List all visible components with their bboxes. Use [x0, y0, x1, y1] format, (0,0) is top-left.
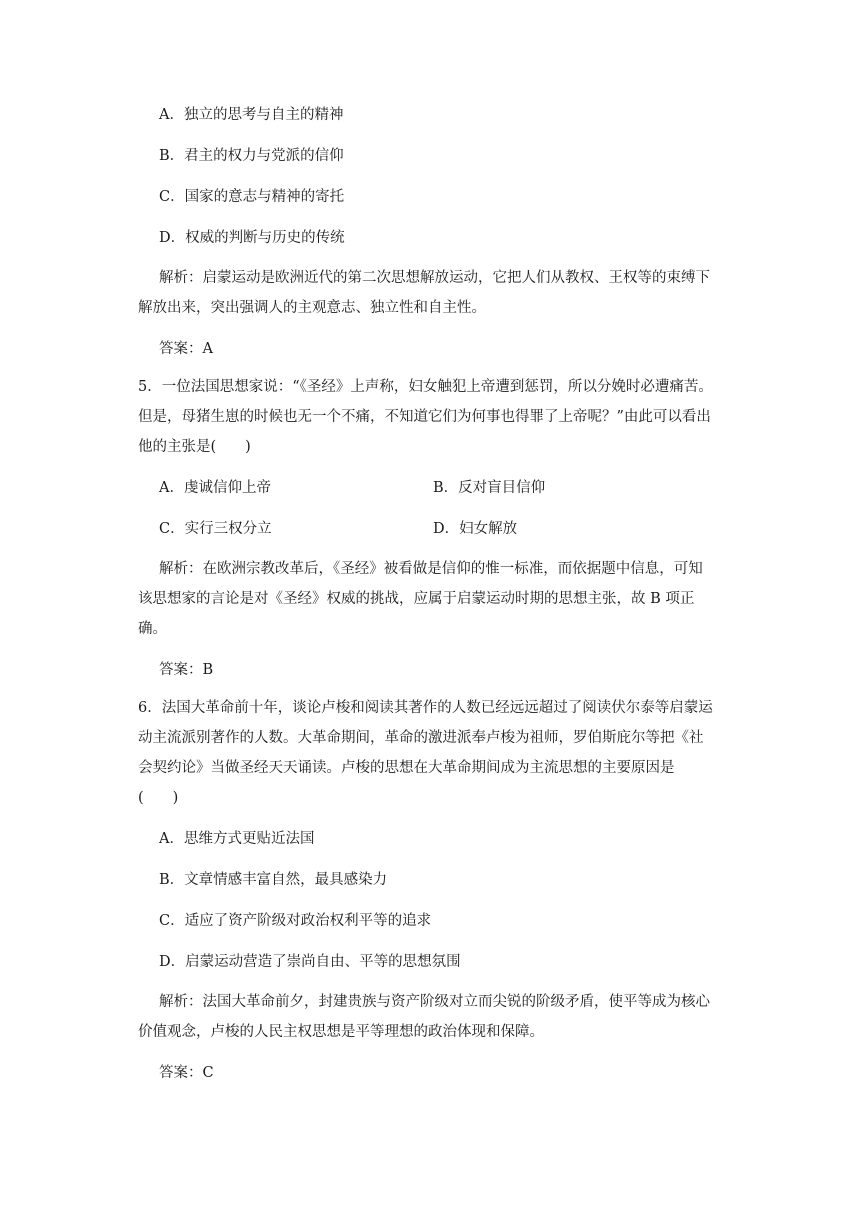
q5-option-b: B．反对盲目信仰	[433, 480, 546, 496]
q5-stem-line-2: 但是，母猪生崽的时候也无一个不痛，不知道它们为何事也得罪了上帝呢？”由此可以看出	[138, 409, 711, 425]
q6-analysis-line-2: 价值观念，卢梭的人民主权思想是平等理想的政治体现和保障。	[138, 1024, 544, 1040]
q4-option-d: D．权威的判断与历史的传统	[159, 230, 345, 246]
q5-stem-line-3: 他的主张是( )	[138, 439, 251, 455]
q6-option-a: A．思维方式更贴近法国	[159, 831, 315, 847]
q6-analysis-line-1: 解析：法国大革命前夕，封建贵族与资产阶级对立而尖锐的阶级矛盾，使平等成为核心	[159, 994, 710, 1010]
q5-option-c: C．实行三权分立	[159, 521, 272, 537]
q6-answer: 答案：C	[159, 1065, 214, 1081]
q6-option-c: C．适应了资产阶级对政治权利平等的追求	[159, 913, 432, 929]
q6-option-d: D．启蒙运动营造了崇尚自由、平等的思想氛围	[159, 954, 461, 970]
q6-stem-line-1: 6．法国大革命前十年，谈论卢梭和阅读其著作的人数已经远远超过了阅读伏尔泰等启蒙运	[138, 700, 713, 716]
q6-option-b: B．文章情感丰富自然，最具感染力	[159, 872, 388, 888]
q5-option-a: A．虔诚信仰上帝	[159, 480, 271, 496]
q4-option-c: C．国家的意志与精神的寄托	[159, 189, 345, 205]
q4-analysis-line-1: 解析：启蒙运动是欧洲近代的第二次思想解放运动，它把人们从教权、王权等的束缚下	[159, 270, 710, 286]
q6-stem-line-2: 动主流派别著作的人数。大革命期间，革命的激进派奉卢梭为祖师，罗伯斯庇尔等把《社	[138, 730, 704, 746]
q4-answer: 答案：A	[159, 341, 213, 357]
q5-analysis-line-2: 该思想家的言论是对《圣经》权威的挑战，应属于启蒙运动时期的思想主张，故 B 项正	[138, 591, 695, 607]
q5-stem-line-1: 5．一位法国思想家说：“《圣经》上声称，妇女触犯上帝遭到惩罚，所以分娩时必遭痛苦。	[138, 379, 713, 395]
q4-option-b: B．君主的权力与党派的信仰	[159, 148, 344, 164]
q4-analysis-line-2: 解放出来，突出强调人的主观意志、独立性和自主性。	[138, 300, 486, 316]
q6-stem-line-4: ( )	[138, 790, 179, 806]
q5-answer: 答案：B	[159, 662, 214, 678]
q5-analysis-line-1: 解析：在欧洲宗教改革后，《圣经》被看做是信仰的惟一标准，而依据题中信息，可知	[159, 561, 703, 577]
q4-option-a: A．独立的思考与自主的精神	[159, 107, 344, 123]
q5-analysis-line-3: 确。	[138, 621, 167, 637]
q6-stem-line-3: 会契约论》当做圣经天天诵读。卢梭的思想在大革命期间成为主流思想的主要原因是	[138, 760, 675, 776]
q5-option-d: D．妇女解放	[433, 521, 518, 537]
